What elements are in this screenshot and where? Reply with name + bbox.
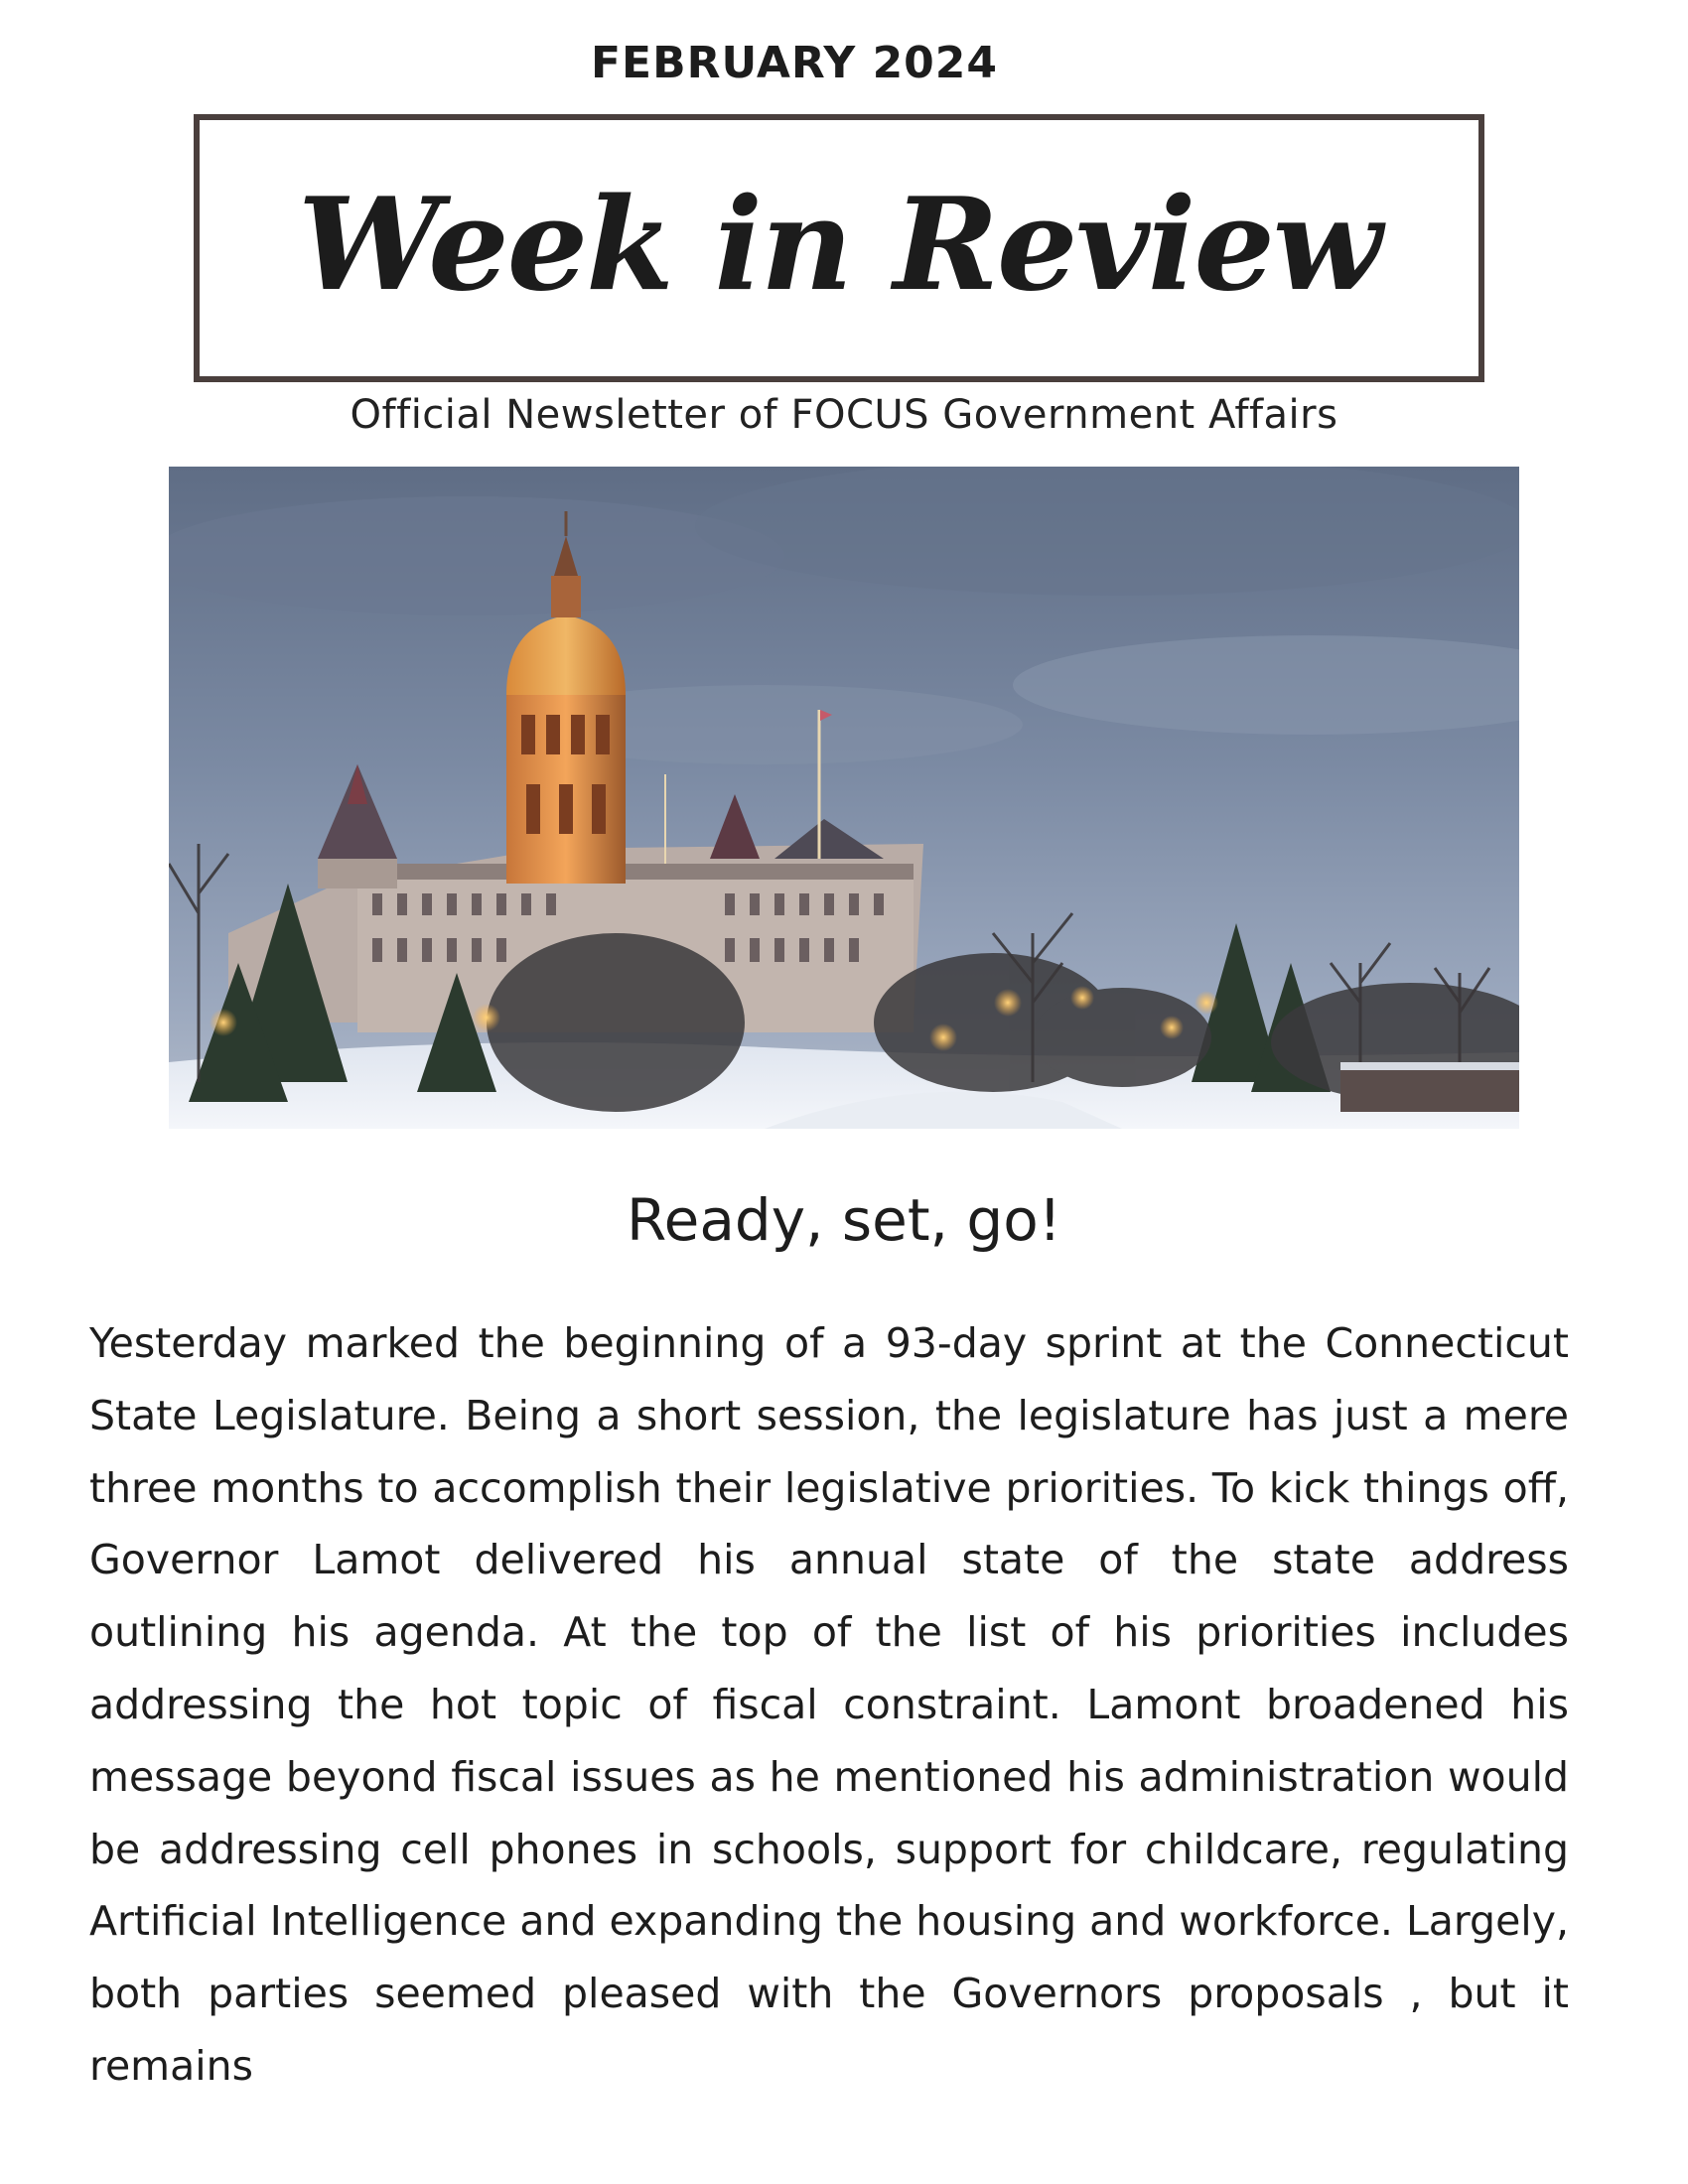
article-headline: Ready, set, go!	[626, 1186, 1061, 1254]
article-body: Yesterday marked the beginning of a 93-day sprint at the Connecticut State Legislature. Being a short session, the legislature has just a mere three months to accomplish their legislative priorities. To kick things off, Governor Lamot delivered his annual state of the state address outlining his agenda. At the top of the list of his priorities includes addressing the hot topic of fiscal constraint. Lamont broadened his message beyond fiscal issues as he mentioned his administration would be addressing cell phones in schools, support for childcare, regulating Artificial Intelligence and expanding the housing and workforce. Largely, both parties seemed pleased with the Governors proposals , but it remains	[89, 1319, 1569, 2090]
newsletter-date: FEBRUARY 2024	[590, 38, 999, 88]
masthead-subtitle: Official Newsletter of FOCUS Government Affairs	[350, 392, 1338, 438]
masthead-box	[194, 114, 1484, 382]
capitol-photo	[169, 467, 1519, 1129]
masthead-title: Week in Review	[297, 171, 1381, 320]
